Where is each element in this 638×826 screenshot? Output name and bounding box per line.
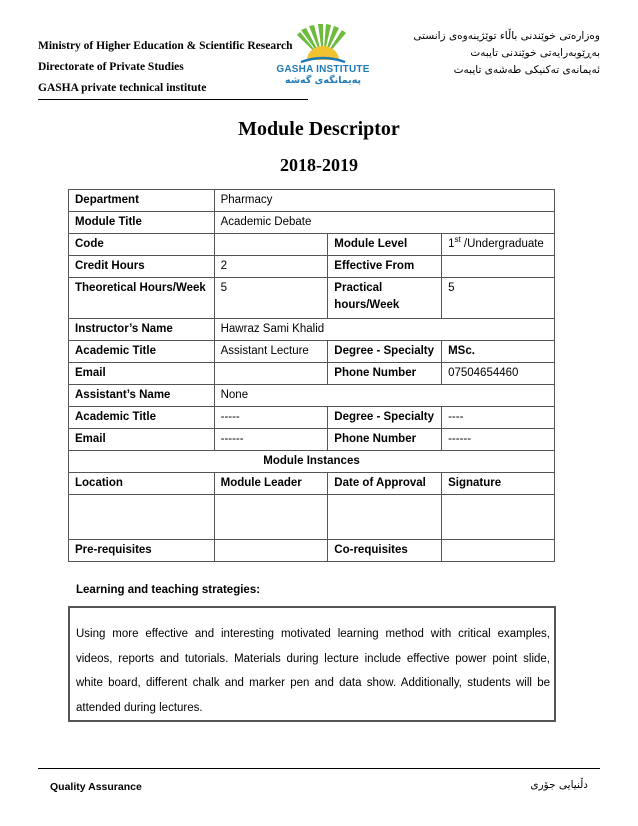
- code-value: [214, 234, 328, 256]
- gasha-logo: [268, 24, 378, 90]
- footer-quality-assurance: Quality Assurance: [50, 781, 142, 793]
- academic-year: 2018-2019: [280, 155, 358, 175]
- academic-title-label: Academic Title: [69, 341, 215, 363]
- module-level-value: [442, 234, 555, 256]
- footer-quality-assurance-kurdish: دڵنیایی جۆری: [530, 779, 588, 791]
- assistant-email-value: ------: [214, 429, 328, 451]
- logo-kurdish-text: پەیمانگەی گەشە: [284, 75, 362, 86]
- signature-label: Signature: [442, 473, 555, 495]
- table-row: [69, 256, 555, 278]
- effective-from-label: Effective From: [328, 256, 442, 278]
- assistant-phone-value: ------: [442, 429, 555, 451]
- credit-hours-label: Credit Hours: [69, 256, 215, 278]
- degree-specialty-label: Degree - Specialty: [328, 341, 442, 363]
- table-row: [69, 451, 555, 473]
- assistant-email-label: Email: [69, 429, 215, 451]
- table-row: [69, 363, 555, 385]
- code-label: Code: [69, 234, 215, 256]
- assistant-degree-label: Degree - Specialty: [328, 407, 442, 429]
- strategies-text: Using more effective and interesting motivated learning method with critical examples, videos, reports and tutorials. Materials during lecture include effective power point slide, white board, different chalk and marker pen and data show. Additionally, students will be attended during lectures.: [76, 628, 550, 714]
- ministry-name: Ministry of Higher Education & Scientific Research: [38, 40, 293, 52]
- email-value: [214, 363, 328, 385]
- assistant-name-value: None: [214, 385, 554, 407]
- corequisites-label: Co-requisites: [328, 540, 442, 562]
- email-label: Email: [69, 363, 215, 385]
- footer-divider: [38, 768, 600, 769]
- table-row: [69, 341, 555, 363]
- institute-name: GASHA private technical institute: [38, 78, 308, 100]
- logo-sunburst-icon: [293, 24, 353, 64]
- module-leader-label: Module Leader: [214, 473, 328, 495]
- table-row: [69, 429, 555, 451]
- table-row: [69, 212, 555, 234]
- date-of-approval-value: [328, 495, 442, 540]
- practical-hours-label: Practical hours/Week: [328, 278, 442, 319]
- assistant-degree-value: ----: [442, 407, 555, 429]
- institute-name-kurdish: ئەیمانەی تەکنیکی طەشەی تایبەت: [453, 64, 600, 76]
- department-label: Department: [69, 190, 215, 212]
- phone-number-value: 07504654460: [442, 363, 555, 385]
- strategies-heading: Learning and teaching strategies:: [76, 584, 261, 596]
- location-label: Location: [69, 473, 215, 495]
- table-row: [69, 385, 555, 407]
- academic-title-value: Assistant Lecture: [214, 341, 328, 363]
- degree-specialty-value: MSc.: [442, 341, 555, 363]
- table-row: [69, 540, 555, 562]
- phone-number-label: Phone Number: [328, 363, 442, 385]
- module-descriptor-table: [68, 189, 555, 562]
- directorate-name-kurdish: بەڕێوبەرایەتی خوێندنی تایبەت: [470, 47, 600, 59]
- assistant-name-label: Assistant’s Name: [69, 385, 215, 407]
- credit-hours-value: 2: [214, 256, 328, 278]
- location-value: [69, 495, 215, 540]
- effective-from-value: [442, 256, 555, 278]
- prerequisites-value: [214, 540, 328, 562]
- module-level-number: 1: [448, 238, 455, 250]
- department-value: Pharmacy: [214, 190, 554, 212]
- assistant-academic-title-label: Academic Title: [69, 407, 215, 429]
- table-row: [69, 278, 555, 319]
- module-level-suffix: st: [454, 235, 461, 245]
- signature-value: [442, 495, 555, 540]
- prerequisites-label: Pre-requisites: [69, 540, 215, 562]
- module-level-text: /Undergraduate: [460, 238, 544, 250]
- theoretical-hours-label: Theoretical Hours/Week: [69, 278, 215, 319]
- assistant-phone-label: Phone Number: [328, 429, 442, 451]
- instructor-label: Instructor’s Name: [69, 319, 215, 341]
- assistant-academic-title-value: -----: [214, 407, 328, 429]
- directorate-name: Directorate of Private Studies: [38, 61, 184, 73]
- module-leader-value: [214, 495, 328, 540]
- header-right: [370, 28, 600, 79]
- module-title-label: Module Title: [69, 212, 215, 234]
- logo-english-text: GASHA INSTITUTE: [276, 64, 370, 75]
- practical-hours-value: 5: [442, 278, 555, 319]
- table-row: [69, 319, 555, 341]
- module-instances-heading: Module Instances: [69, 451, 555, 473]
- instructor-value: Hawraz Sami Khalid: [214, 319, 554, 341]
- table-row: [69, 407, 555, 429]
- page-title: Module Descriptor: [238, 118, 400, 140]
- ministry-name-kurdish: وەزارەتی خوێندنی باڵاء توێژینەوەی زانستی: [413, 30, 600, 42]
- table-row: [69, 473, 555, 495]
- table-row: [69, 234, 555, 256]
- table-row: [69, 190, 555, 212]
- table-row: [69, 495, 555, 540]
- module-level-label: Module Level: [328, 234, 442, 256]
- date-of-approval-label: Date of Approval: [328, 473, 442, 495]
- corequisites-value: [442, 540, 555, 562]
- module-title-value: Academic Debate: [214, 212, 554, 234]
- theoretical-hours-value: 5: [214, 278, 328, 319]
